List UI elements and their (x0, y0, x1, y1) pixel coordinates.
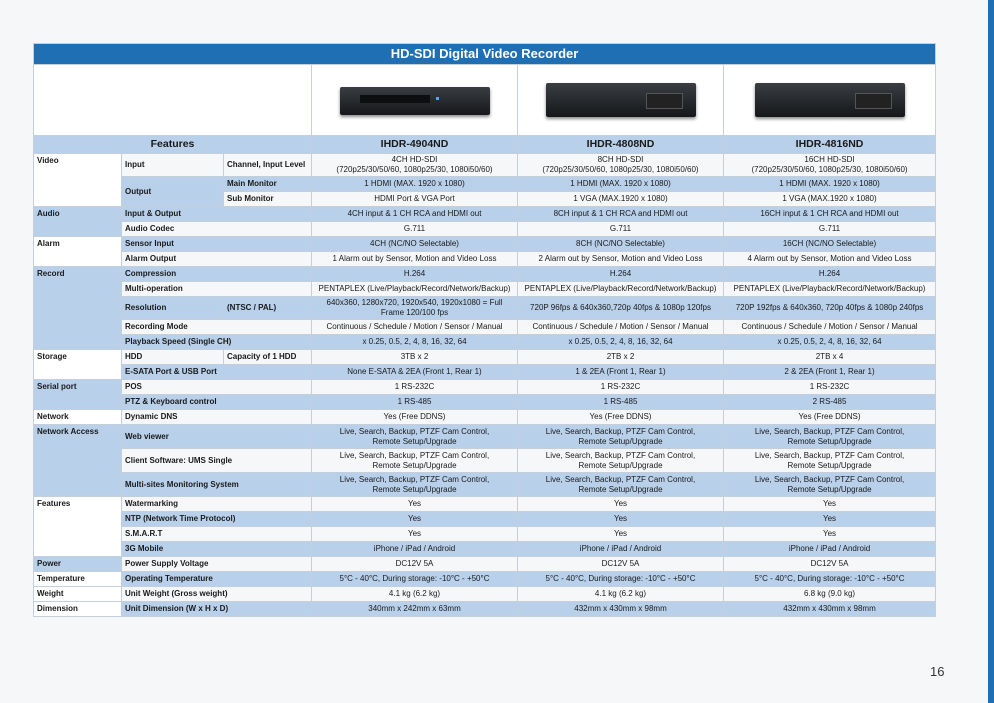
category-label: Dimension (34, 602, 122, 617)
spec-value: Yes (724, 512, 936, 527)
spec-table (33, 43, 936, 617)
category-label: Network (34, 410, 122, 425)
spec-row (34, 252, 936, 267)
spec-value: x 0.25, 0.5, 2, 4, 8, 16, 32, 64 (724, 335, 936, 350)
feature-label: E-SATA Port & USB Port (122, 365, 312, 380)
spec-value: PENTAPLEX (Live/Playback/Record/Network/Backup) (312, 282, 518, 297)
spec-value: DC12V 5A (518, 557, 724, 572)
spec-row (34, 410, 936, 425)
spec-value: 3TB x 2 (312, 350, 518, 365)
spec-value: 4 Alarm out by Sensor, Motion and Video Loss (724, 252, 936, 267)
spec-value: 640x360, 1280x720, 1920x540, 1920x1080 = Full Frame 120/100 fps (312, 297, 518, 320)
spec-value: 340mm x 242mm x 63mm (312, 602, 518, 617)
spec-value: 720P 96fps & 640x360,720p 40fps & 1080p 120fps (518, 297, 724, 320)
spec-row (34, 320, 936, 335)
spec-value: PENTAPLEX (Live/Playback/Record/Network/Backup) (724, 282, 936, 297)
feature-label: POS (122, 380, 312, 395)
spec-value: H.264 (312, 267, 518, 282)
spec-value: 1 HDMI (MAX. 1920 x 1080) (724, 177, 936, 192)
feature-label: NTP (Network Time Protocol) (122, 512, 312, 527)
spec-row (34, 527, 936, 542)
spec-value: 2TB x 4 (724, 350, 936, 365)
spec-value: 4.1 kg (6.2 kg) (518, 587, 724, 602)
spec-row (34, 297, 936, 320)
feature-sublabel: Sub Monitor (224, 192, 312, 207)
feature-label: Unit Weight (Gross weight) (122, 587, 312, 602)
spec-row (34, 473, 936, 497)
spec-value: Live, Search, Backup, PTZF Cam Control, Remote Setup/Upgrade (518, 425, 724, 449)
model-name: IHDR-4904ND (312, 136, 518, 154)
feature-label: Watermarking (122, 497, 312, 512)
spec-value: 1 VGA (MAX.1920 x 1080) (724, 192, 936, 207)
feature-label: Client Software: UMS Single (122, 449, 312, 473)
spec-value: Live, Search, Backup, PTZF Cam Control, Remote Setup/Upgrade (312, 473, 518, 497)
spec-value: Live, Search, Backup, PTZF Cam Control, Remote Setup/Upgrade (724, 425, 936, 449)
feature-sublabel: Main Monitor (224, 177, 312, 192)
spec-table-container (33, 43, 935, 617)
spec-value: Live, Search, Backup, PTZF Cam Control, Remote Setup/Upgrade (518, 473, 724, 497)
spec-row (34, 177, 936, 192)
spec-value: x 0.25, 0.5, 2, 4, 8, 16, 32, 64 (312, 335, 518, 350)
spec-value: 1 VGA (MAX.1920 x 1080) (518, 192, 724, 207)
spec-value: G.711 (518, 222, 724, 237)
category-label: Features (34, 497, 122, 557)
feature-label: Multi-operation (122, 282, 312, 297)
spec-value: 2 Alarm out by Sensor, Motion and Video Loss (518, 252, 724, 267)
feature-sublabel: Capacity of 1 HDD (224, 350, 312, 365)
spec-value: 4CH HD-SDI (720p25/30/50/60, 1080p25/30, 1080i50/60) (312, 154, 518, 177)
spec-value: 1 HDMI (MAX. 1920 x 1080) (518, 177, 724, 192)
spec-row (34, 542, 936, 557)
feature-sublabel: Channel, Input Level (224, 154, 312, 177)
spec-value: 5°C - 40°C, During storage: -10°C - +50°C (724, 572, 936, 587)
spec-value: Continuous / Schedule / Motion / Sensor / Manual (724, 320, 936, 335)
page-number: 16 (930, 664, 945, 679)
category-label: Video (34, 154, 122, 207)
spec-value: Yes (518, 512, 724, 527)
model-name: IHDR-4816ND (724, 136, 936, 154)
feature-label: Multi-sites Monitoring System (122, 473, 312, 497)
spec-row (34, 587, 936, 602)
spec-value: Yes (724, 527, 936, 542)
spec-value: 4CH input & 1 CH RCA and HDMI out (312, 207, 518, 222)
product-image-4808 (518, 65, 724, 136)
feature-label: 3G Mobile (122, 542, 312, 557)
spec-value: Continuous / Schedule / Motion / Sensor / Manual (518, 320, 724, 335)
spec-value: Yes (Free DDNS) (312, 410, 518, 425)
spec-value: Yes (Free DDNS) (518, 410, 724, 425)
spec-value: Yes (518, 527, 724, 542)
features-header: Features (34, 136, 312, 154)
spec-value: PENTAPLEX (Live/Playback/Record/Network/Backup) (518, 282, 724, 297)
spec-value: DC12V 5A (724, 557, 936, 572)
spec-value: x 0.25, 0.5, 2, 4, 8, 16, 32, 64 (518, 335, 724, 350)
feature-label: Resolution (122, 297, 224, 320)
spec-value: iPhone / iPad / Android (518, 542, 724, 557)
spec-value: 16CH HD-SDI (720p25/30/50/60, 1080p25/30, 1080i50/60) (724, 154, 936, 177)
spec-value: 16CH input & 1 CH RCA and HDMI out (724, 207, 936, 222)
empty-header-cell (34, 65, 312, 136)
feature-label: Output (122, 177, 224, 207)
spec-value: 4CH (NC/NO Selectable) (312, 237, 518, 252)
feature-label: PTZ & Keyboard control (122, 395, 312, 410)
spec-value: Yes (724, 497, 936, 512)
spec-row (34, 267, 936, 282)
category-label: Serial port (34, 380, 122, 410)
spec-value: 1 RS-232C (518, 380, 724, 395)
spec-value: 1 & 2EA (Front 1, Rear 1) (518, 365, 724, 380)
spec-value: DC12V 5A (312, 557, 518, 572)
spec-value: Yes (312, 512, 518, 527)
spec-value: 432mm x 430mm x 98mm (724, 602, 936, 617)
spec-row (34, 237, 936, 252)
spec-row (34, 282, 936, 297)
spec-row (34, 335, 936, 350)
spec-value: 4.1 kg (6.2 kg) (312, 587, 518, 602)
feature-label: S.M.A.R.T (122, 527, 312, 542)
spec-value: 1 RS-232C (312, 380, 518, 395)
spec-value: 1 RS-485 (312, 395, 518, 410)
spec-value: 2TB x 2 (518, 350, 724, 365)
spec-row (34, 602, 936, 617)
spec-value: Live, Search, Backup, PTZF Cam Control, Remote Setup/Upgrade (724, 449, 936, 473)
spec-value: 5°C - 40°C, During storage: -10°C - +50°C (518, 572, 724, 587)
feature-label: Playback Speed (Single CH) (122, 335, 312, 350)
category-label: Power (34, 557, 122, 572)
product-image-4904 (312, 65, 518, 136)
spec-row (34, 207, 936, 222)
spec-row (34, 380, 936, 395)
spec-value: H.264 (518, 267, 724, 282)
model-name: IHDR-4808ND (518, 136, 724, 154)
spec-row (34, 154, 936, 177)
spec-value: 720P 192fps & 640x360, 720p 40fps & 1080p 240fps (724, 297, 936, 320)
spec-value: 1 RS-232C (724, 380, 936, 395)
spec-row (34, 497, 936, 512)
spec-value: G.711 (724, 222, 936, 237)
spec-value: Continuous / Schedule / Motion / Sensor / Manual (312, 320, 518, 335)
spec-value: Live, Search, Backup, PTZF Cam Control, Remote Setup/Upgrade (312, 449, 518, 473)
category-label: Alarm (34, 237, 122, 267)
spec-value: Yes (518, 497, 724, 512)
spec-value: Yes (Free DDNS) (724, 410, 936, 425)
spec-value: 8CH input & 1 CH RCA and HDMI out (518, 207, 724, 222)
feature-label: Dynamic DNS (122, 410, 312, 425)
feature-label: HDD (122, 350, 224, 365)
category-label: Audio (34, 207, 122, 237)
category-label: Network Access (34, 425, 122, 497)
spec-value: Live, Search, Backup, PTZF Cam Control, Remote Setup/Upgrade (518, 449, 724, 473)
spec-value: 2 RS-485 (724, 395, 936, 410)
page-edge-bar (988, 0, 994, 703)
spec-value: 1 Alarm out by Sensor, Motion and Video Loss (312, 252, 518, 267)
feature-label: Input (122, 154, 224, 177)
feature-label: Alarm Output (122, 252, 312, 267)
spec-row (34, 572, 936, 587)
spec-value: 16CH (NC/NO Selectable) (724, 237, 936, 252)
spec-value: 8CH HD-SDI (720p25/30/50/60, 1080p25/30, 1080i50/60) (518, 154, 724, 177)
spec-value: Yes (312, 527, 518, 542)
spec-value: HDMI Port & VGA Port (312, 192, 518, 207)
feature-label: Unit Dimension (W x H x D) (122, 602, 312, 617)
spec-row (34, 395, 936, 410)
feature-label: Compression (122, 267, 312, 282)
category-label: Weight (34, 587, 122, 602)
spec-value: Live, Search, Backup, PTZF Cam Control, Remote Setup/Upgrade (312, 425, 518, 449)
spec-row (34, 557, 936, 572)
spec-value: iPhone / iPad / Android (312, 542, 518, 557)
feature-label: Web viewer (122, 425, 312, 449)
spec-value: 432mm x 430mm x 98mm (518, 602, 724, 617)
spec-rows (34, 154, 936, 617)
feature-label: Sensor Input (122, 237, 312, 252)
feature-label: Operating Temperature (122, 572, 312, 587)
category-label: Temperature (34, 572, 122, 587)
spec-value: None E-SATA & 2EA (Front 1, Rear 1) (312, 365, 518, 380)
spec-value: Live, Search, Backup, PTZF Cam Control, Remote Setup/Upgrade (724, 473, 936, 497)
spec-value: 5°C - 40°C, During storage: -10°C - +50°C (312, 572, 518, 587)
spec-value: 1 HDMI (MAX. 1920 x 1080) (312, 177, 518, 192)
product-images-row (34, 65, 936, 136)
spec-value: iPhone / iPad / Android (724, 542, 936, 557)
feature-label: Recording Mode (122, 320, 312, 335)
table-title: HD-SDI Digital Video Recorder (34, 44, 936, 65)
spec-row (34, 365, 936, 380)
spec-row (34, 449, 936, 473)
category-label: Record (34, 267, 122, 350)
spec-value: 8CH (NC/NO Selectable) (518, 237, 724, 252)
spec-row (34, 350, 936, 365)
spec-value: Yes (312, 497, 518, 512)
spec-value: 6.8 kg (9.0 kg) (724, 587, 936, 602)
spec-row (34, 425, 936, 449)
feature-sublabel: (NTSC / PAL) (224, 297, 312, 320)
feature-label: Power Supply Voltage (122, 557, 312, 572)
spec-row (34, 512, 936, 527)
feature-label: Input & Output (122, 207, 312, 222)
spec-value: 1 RS-485 (518, 395, 724, 410)
category-label: Storage (34, 350, 122, 380)
spec-value: G.711 (312, 222, 518, 237)
product-image-4816 (724, 65, 936, 136)
spec-value: H.264 (724, 267, 936, 282)
spec-row (34, 222, 936, 237)
feature-label: Audio Codec (122, 222, 312, 237)
spec-value: 2 & 2EA (Front 1, Rear 1) (724, 365, 936, 380)
